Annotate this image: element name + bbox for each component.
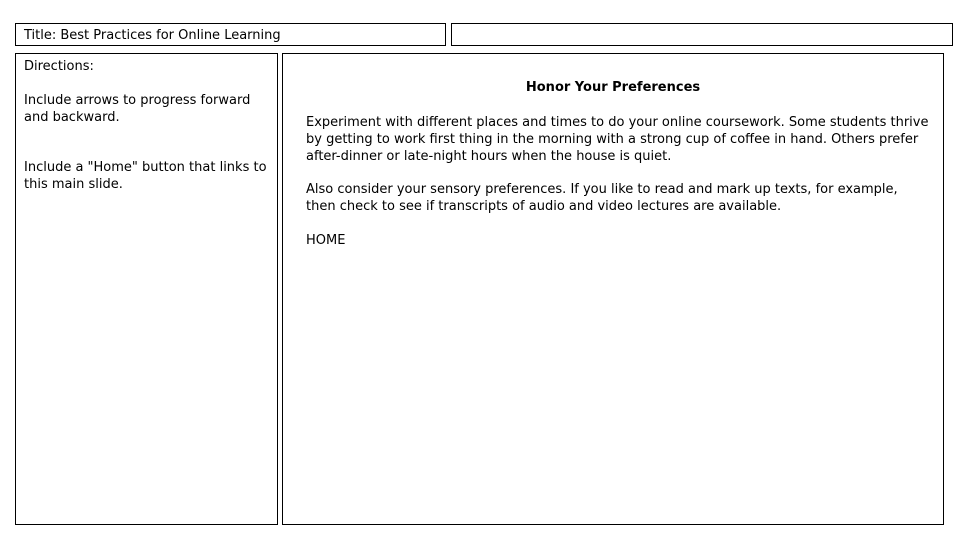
- content-paragraph-1: Experiment with different places and times to do your online coursework. Some students thrive by getting to work first thing in the morning with a strong cup of coffee in hand. Others prefer after-dinner or late-night hours when the house is quiet.: [306, 115, 929, 164]
- directions-instruction-home: Include a "Home" button that links to this main slide.: [24, 160, 267, 192]
- directions-instruction-arrows: Include arrows to progress forward and backward.: [24, 93, 251, 125]
- blank-header-box: [451, 23, 953, 46]
- directions-panel: [15, 53, 278, 525]
- content-heading: Honor Your Preferences: [525, 80, 701, 95]
- directions-heading: Directions:: [24, 59, 94, 74]
- content-panel: [282, 53, 944, 525]
- content-paragraph-2: Also consider your sensory preferences. If you like to read and mark up texts, for example, then check to see if transcripts of audio and video lectures are available.: [306, 182, 898, 214]
- page-title: Title: Best Practices for Online Learning: [24, 28, 281, 43]
- title-box: [15, 23, 446, 46]
- home-link[interactable]: HOME: [306, 233, 346, 248]
